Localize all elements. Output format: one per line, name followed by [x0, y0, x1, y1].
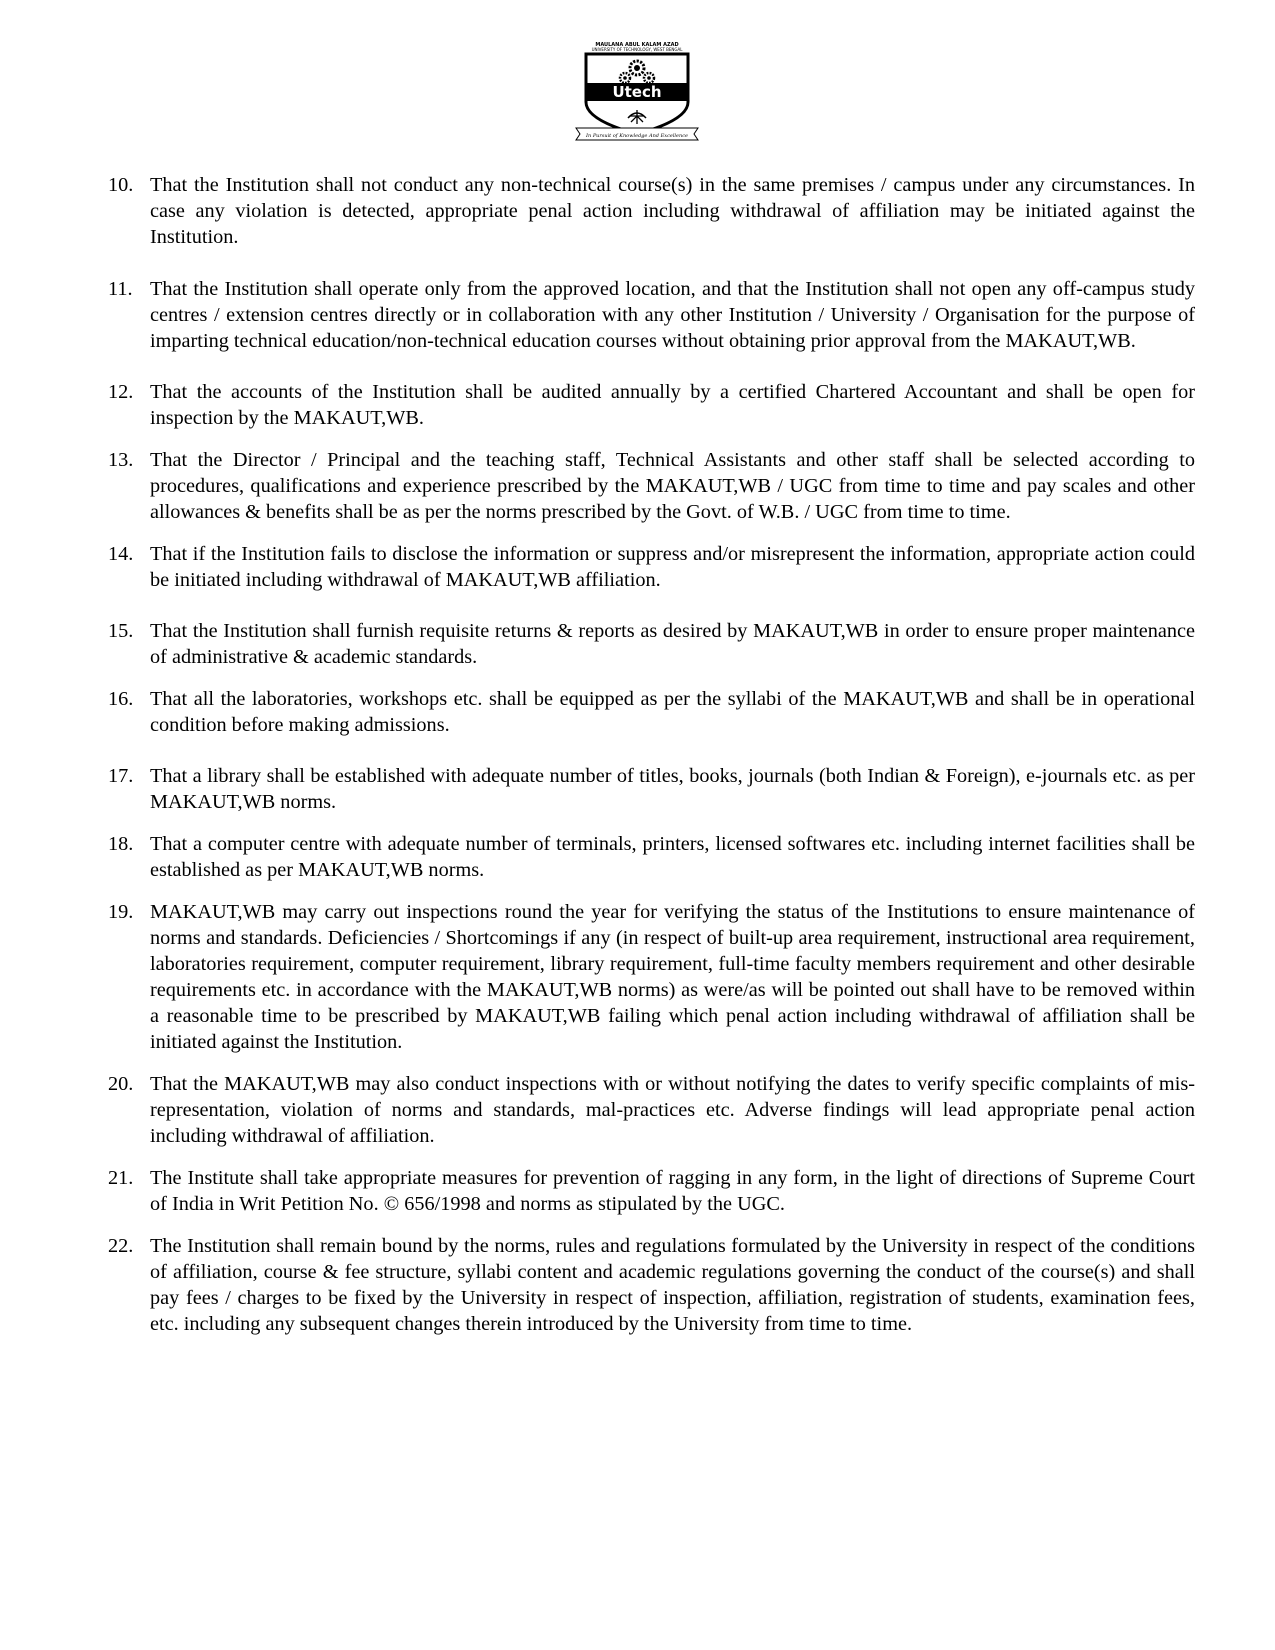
clause-number: 11. — [108, 278, 133, 300]
clause-number: 18. — [108, 833, 134, 855]
clause-text: That the MAKAUT,WB may also conduct inspections with or without notifying the dates to verify specific complaints of mis-representation, violation of norms and standards, mal-practices etc. Adverse findings will lead appropriate penal action including withdrawal of affiliation. — [150, 1073, 1195, 1147]
clause-text: That all the laboratories, workshops etc. shall be equipped as per the syllabi of the MAKAUT,WB and shall be in operational condition before making admissions. — [150, 688, 1195, 736]
clause-14 — [108, 541, 1195, 593]
clause-11 — [108, 276, 1195, 354]
clause-text: The Institution shall remain bound by the norms, rules and regulations formulated by the University in respect of the conditions of affiliation, course & fee structure, syllabi content and academic regulations governing the conduct of the course(s) and shall pay fees / charges to be fixed by the University in respect of inspection, affiliation, registration of students, examination fees, etc. including any subsequent changes therein introduced by the University from time to time. — [150, 1235, 1195, 1335]
clause-17 — [108, 763, 1195, 815]
clause-number: 15. — [108, 620, 134, 642]
clause-22 — [108, 1233, 1195, 1337]
clause-13 — [108, 447, 1195, 525]
clause-number: 19. — [108, 901, 134, 923]
clause-number: 21. — [108, 1167, 134, 1189]
clause-number: 17. — [108, 765, 134, 787]
clause-number: 13. — [108, 449, 134, 471]
university-logo — [570, 40, 704, 150]
clause-number: 22. — [108, 1235, 134, 1257]
clause-text: That the Institution shall furnish requisite returns & reports as desired by MAKAUT,WB in order to ensure proper maintenance of administrative & academic standards. — [150, 620, 1195, 668]
clause-12 — [108, 379, 1195, 431]
clause-text: That the accounts of the Institution shall be audited annually by a certified Chartered Accountant and shall be open for inspection by the MAKAUT,WB. — [150, 381, 1195, 429]
clause-number: 12. — [108, 381, 134, 403]
clause-text: That a library shall be established with adequate number of titles, books, journals (both Indian & Foreign), e-journals etc. as per MAKAUT,WB norms. — [150, 765, 1195, 813]
clause-number: 16. — [108, 688, 134, 710]
clause-text: MAKAUT,WB may carry out inspections round the year for verifying the status of the Institutions to ensure maintenance of norms and standards. Deficiencies / Shortcomings if any (in respect of built-up area requirement, instructional area requirement, laboratories requirement, computer requirement, library requirement, full-time faculty members requirement and other desirable requirements etc. in accordance with the MAKAUT,WB norms) as were/as will be pointed out shall have to be removed within a reasonable time to be prescribed by MAKAUT,WB failing which penal action including withdrawal of affiliation shall be initiated against the Institution. — [150, 901, 1195, 1053]
utech-university-crest-icon — [570, 40, 704, 150]
logo-top-text-line2: UNIVERSITY OF TECHNOLOGY, WEST BENGAL — [591, 47, 683, 52]
clause-list — [108, 172, 1195, 1337]
clause-16 — [108, 686, 1195, 738]
clause-10 — [108, 172, 1195, 250]
logo-top-text-line1: MAULANA ABUL KALAM AZAD — [595, 42, 679, 48]
clause-text: That if the Institution fails to disclose the information or suppress and/or misrepresent the information, appropriate action could be initiated including withdrawal of MAKAUT,WB affiliation. — [150, 543, 1195, 591]
clause-21 — [108, 1165, 1195, 1217]
clause-text: That the Institution shall operate only from the approved location, and that the Institution shall not open any off-campus study centres / extension centres directly or in collaboration with any other Institution / University / Organisation for the purpose of imparting technical education/non-technical education courses without obtaining prior approval from the MAKAUT,WB. — [150, 278, 1195, 352]
clause-text: The Institute shall take appropriate measures for prevention of ragging in any form, in the light of directions of Supreme Court of India in Writ Petition No. © 656/1998 and norms as stipulated by the UGC. — [150, 1167, 1195, 1215]
clause-18 — [108, 831, 1195, 883]
clause-text: That a computer centre with adequate number of terminals, printers, licensed softwares etc. including internet facilities shall be established as per MAKAUT,WB norms. — [150, 833, 1195, 881]
clause-number: 14. — [108, 543, 134, 565]
logo-shield-label: Utech — [612, 83, 662, 101]
clause-number: 20. — [108, 1073, 134, 1095]
clause-20 — [108, 1071, 1195, 1149]
clause-19 — [108, 899, 1195, 1055]
clause-number: 10. — [108, 174, 134, 196]
clause-15 — [108, 618, 1195, 670]
clause-text: That the Director / Principal and the teaching staff, Technical Assistants and other staff shall be selected according to procedures, qualifications and experience prescribed by the MAKAUT,WB / UGC from time to time and pay scales and other allowances & benefits shall be as per the norms prescribed by the Govt. of W.B. / UGC from time to time. — [150, 449, 1195, 523]
logo-motto: In Pursuit of Knowledge And Excellence — [586, 133, 688, 139]
clause-text: That the Institution shall not conduct any non-technical course(s) in the same premises / campus under any circumstances. In case any violation is detected, appropriate penal action including withdrawal of affiliation may be initiated against the Institution. — [150, 174, 1195, 248]
